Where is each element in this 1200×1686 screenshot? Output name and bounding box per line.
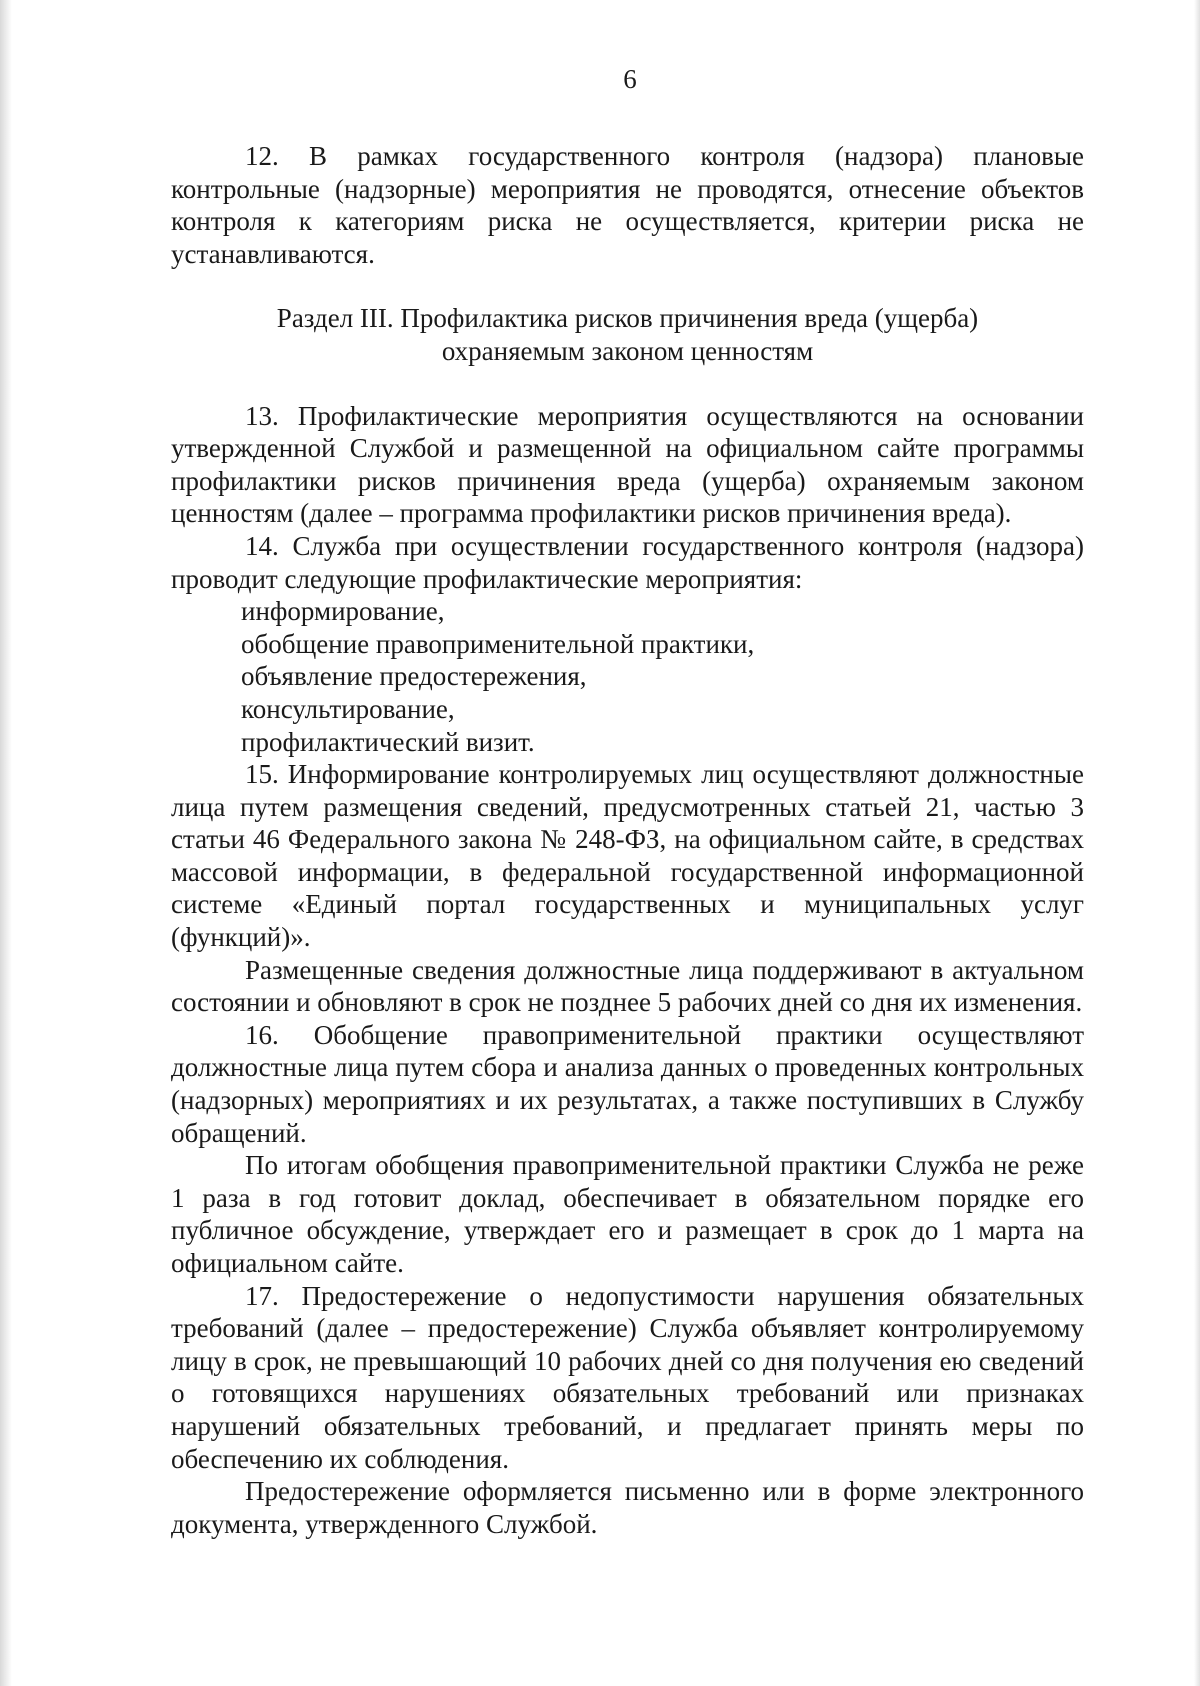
list-item: объявление предостережения, (241, 661, 587, 692)
scan-edge-right (1194, 0, 1200, 1686)
list-item: информирование, (241, 596, 445, 627)
section-heading-line-1: Раздел III. Профилактика рисков причинения вреда (ущерба) (276, 303, 979, 334)
paragraph-12: 12. В рамках государственного контроля (надзора) плановые контрольные (надзорные) мероприятия не проводятся, отнесение объектов контроля к категориям риска не осуществляется, критерии риска не устанавливаются. (171, 141, 1084, 269)
paragraph-16: 16. Обобщение правоприменительной практики осуществляют должностные лица путем сбора и анализа данных о проведенных контрольных (надзорных) мероприятиях и их результатах, а также поступивших в Службу обращений. (171, 1019, 1084, 1148)
paragraph-15: 15. Информирование контролируемых лиц осуществляют должностные лица путем размещения сведений, предусмотренных статьей 21, частью 3 статьи 46 Федерального закона № 248-ФЗ, на официальном сайте, в средствах массовой информации, в федеральной государственной информационной системе «Единый портал государственных и муниципальных услуг (функций)». (171, 759, 1084, 953)
section-heading (171, 302, 1084, 367)
scan-edge-left (0, 0, 12, 1686)
measures-list (171, 595, 1084, 758)
list-item: консультирование, (241, 693, 455, 724)
list-item: обобщение правоприменительной практики, (241, 628, 755, 659)
list-item: профилактический визит. (241, 726, 535, 757)
paragraph-17: 17. Предостережение о недопустимости нарушения обязательных требований (далее – предостережение) Служба объявляет контролируемому лицу в срок, не превышающий 10 рабочих дней со дня получения ею сведений о готовящихся нарушениях обязательных требований или признаках нарушений обязательных требований, и предлагает принять меры по обеспечению их соблюдения. (171, 1280, 1084, 1474)
page-number: 6 (623, 64, 637, 94)
paragraph-13: 13. Профилактические мероприятия осуществляются на основании утвержденной Службой и размещенной на официальном сайте программы профилактики рисков причинения вреда (ущерба) охраняемым законом ценностям (далее – программа профилактики рисков причинения вреда). (171, 400, 1084, 529)
paragraph-17-continued: Предостережение оформляется письменно или в форме электронного документа, утвержденного Службой. (171, 1476, 1084, 1539)
paragraph-15-continued: Размещенные сведения должностные лица поддерживают в актуальном состоянии и обновляют в срок не позднее 5 рабочих дней со дня их изменения. (171, 954, 1084, 1018)
paragraph-16-continued: По итогам обобщения правоприменительной практики Служба не реже 1 раза в год готовит доклад, обеспечивает в обязательном порядке его публичное обсуждение, утверждает его и размещает в срок до 1 марта на официальном сайте. (171, 1150, 1084, 1278)
document-body (171, 140, 1084, 1540)
paragraph-14: 14. Служба при осуществлении государственного контроля (надзора) проводит следующие профилактические мероприятия: (171, 530, 1084, 594)
section-heading-line-2: охраняемым законом ценностям (441, 335, 814, 366)
